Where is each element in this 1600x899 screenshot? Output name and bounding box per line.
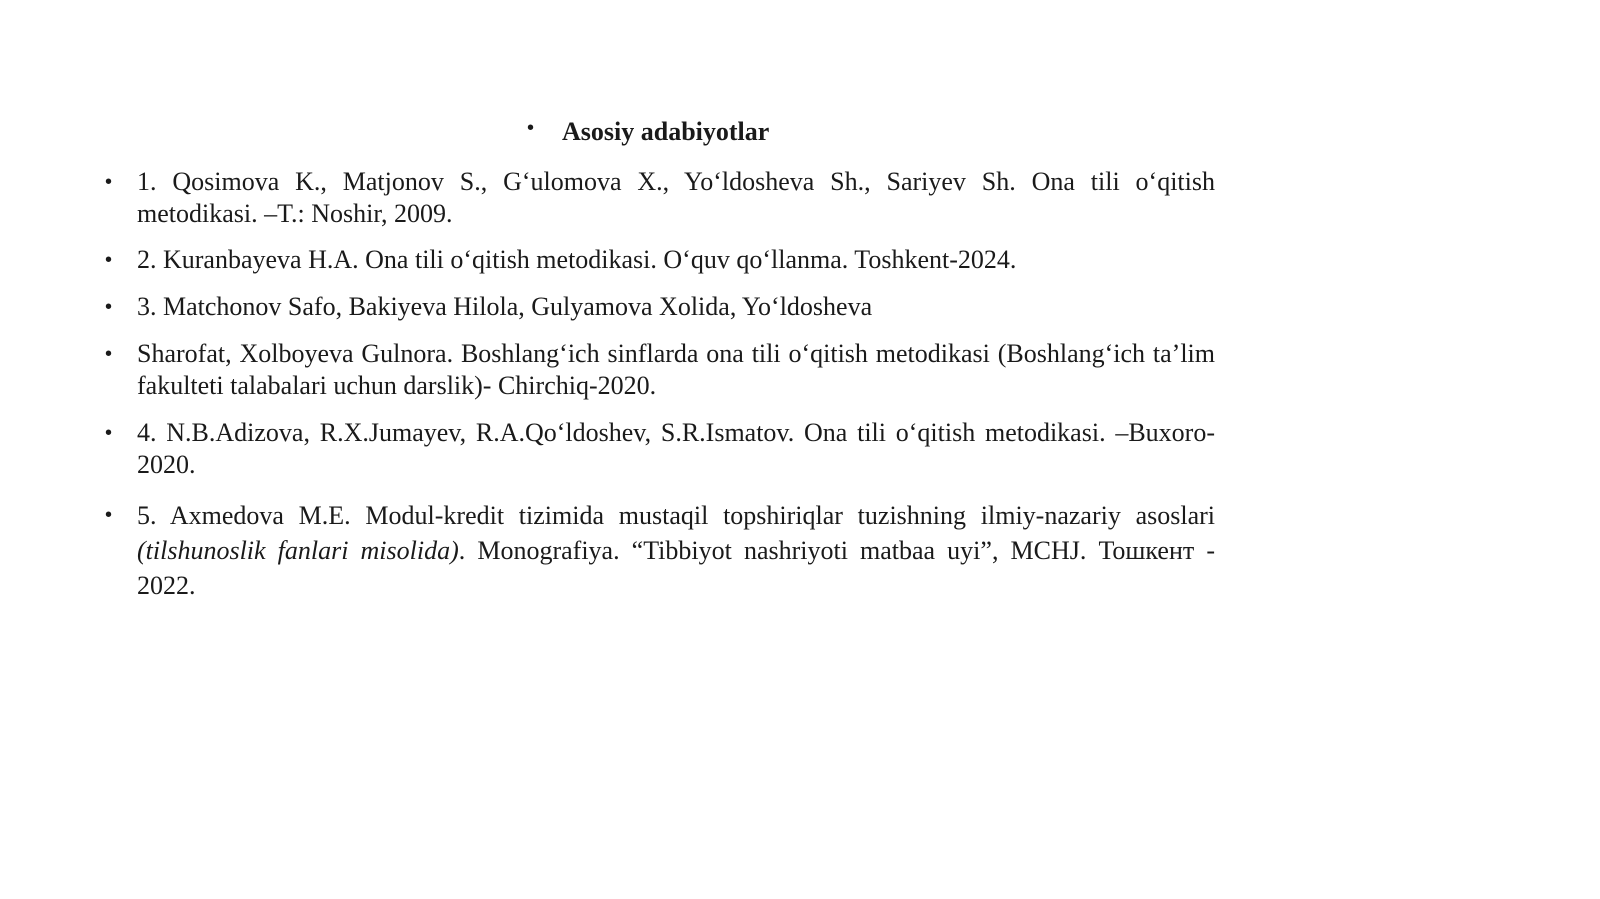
- reference-text: Sharofat, Xolboyeva Gulnora. Boshlang‘ich sinflarda ona tili o‘qitish metodikasi (Boshlang‘ich ta’lim fakulteti talabalari uchun darslik)- Chirchiq-2020.: [137, 339, 1215, 400]
- reference-text: 1. Qosimova K., Matjonov S., G‘ulomova X., Yo‘ldosheva Sh., Sariyev Sh. Ona tili o‘qitish metodikasi. –T.: Noshir, 2009.: [137, 167, 1215, 228]
- heading-row: [527, 116, 770, 147]
- reference-text-part1: 5. Axmedova M.E. Modul-kredit tizimida mustaqil topshiriqlar tuzishning ilmiy-nazariy asoslari: [137, 501, 1215, 530]
- references-heading: Asosiy adabiyotlar: [562, 117, 770, 146]
- reference-item: [105, 338, 1215, 402]
- bullet-icon: •: [105, 504, 113, 526]
- reference-text: 3. Matchonov Safo, Bakiyeva Hilola, Gulyamova Xolida, Yo‘ldosheva: [137, 292, 873, 321]
- bullet-icon: •: [105, 422, 113, 444]
- bullet-icon: •: [105, 249, 113, 271]
- reference-item: [105, 291, 1215, 323]
- reference-item: [105, 498, 1215, 603]
- reference-text: 2. Kuranbayeva H.A. Ona tili o‘qitish metodikasi. O‘quv qo‘llanma. Toshkent-2024.: [137, 245, 1017, 274]
- bullet-icon: •: [105, 343, 113, 365]
- bullet-icon: •: [527, 117, 535, 139]
- reference-text-part2: . Monografiya. “Tibbiyot nashriyoti matbaa uyi”, MCHJ. Тошкент - 2022.: [137, 536, 1215, 600]
- references-list: [105, 166, 1215, 603]
- bullet-icon: •: [105, 296, 113, 318]
- reference-text-italic: (tilshunoslik fanlari misolida): [137, 536, 459, 565]
- reference-item: [105, 417, 1215, 481]
- reference-item: [105, 244, 1215, 276]
- reference-item: [105, 166, 1215, 230]
- reference-text: 4. N.B.Adizova, R.X.Jumayev, R.A.Qo‘ldoshev, S.R.Ismatov. Ona tili o‘qitish metodikasi. –Buxoro- 2020.: [137, 418, 1215, 479]
- bullet-icon: •: [105, 171, 113, 193]
